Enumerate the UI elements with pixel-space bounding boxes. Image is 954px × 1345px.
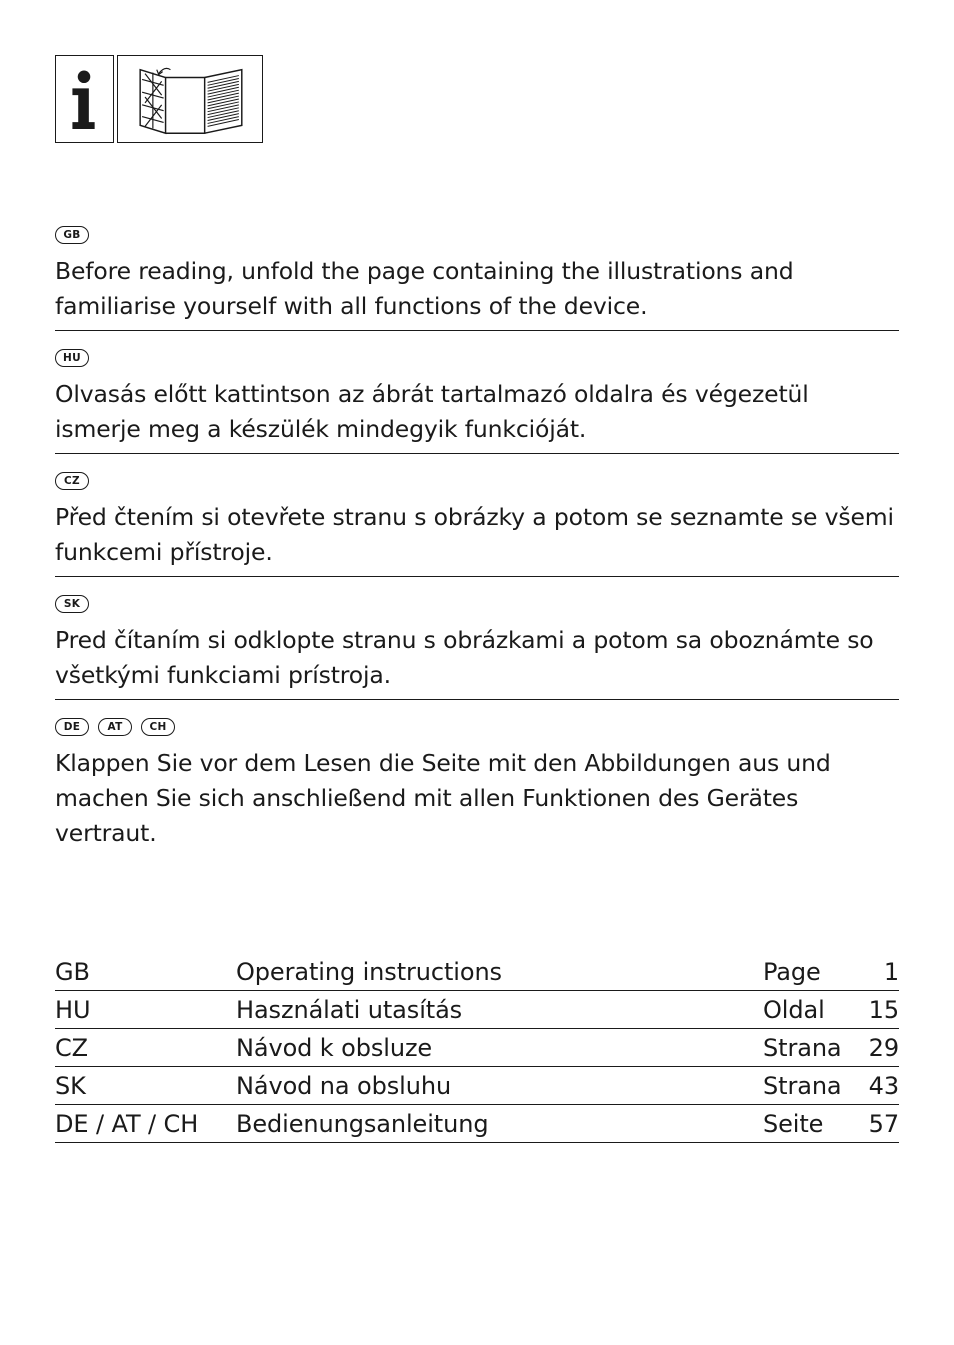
lang-note-text: Olvasás előtt kattintson az ábrát tartalmazó oldalra és végezetül ismerje meg a készülék mindegyik funkcióját. [55, 380, 809, 443]
toc-page-number: 43 [868, 1071, 899, 1100]
lang-badge: DE [55, 718, 89, 736]
table-of-contents [55, 953, 899, 1143]
toc-title: Návod na obsluhu [236, 1071, 452, 1100]
toc-lang-code: HU [55, 995, 91, 1024]
toc-page-word: Page [763, 957, 821, 986]
lang-note-gb [55, 224, 899, 331]
lang-badges [55, 594, 899, 614]
lang-badge: GB [55, 226, 89, 244]
lang-note-text: Before reading, unfold the page containing the illustrations and familiarise yourself with all functions of the device. [55, 257, 794, 320]
lang-note-sk [55, 593, 899, 700]
toc-title: Návod k obsluze [236, 1033, 433, 1062]
toc-page-number: 1 [883, 957, 899, 986]
header-icons [55, 55, 263, 143]
toc-title: Operating instructions [236, 957, 502, 986]
toc-page-word: Strana [763, 1033, 842, 1062]
toc-lang-code: DE / AT / CH [55, 1109, 199, 1138]
lang-badges [55, 717, 899, 737]
lang-badges [55, 348, 899, 368]
lang-badge: AT [98, 718, 132, 736]
toc-row [55, 953, 899, 991]
toc-row [55, 1105, 899, 1143]
toc-lang-code: CZ [55, 1033, 88, 1062]
lang-badge: CH [141, 718, 175, 736]
toc-page-number: 29 [868, 1033, 899, 1062]
toc-page-number: 15 [868, 995, 899, 1024]
lang-note-de [55, 716, 899, 857]
toc-row [55, 1067, 899, 1105]
lang-note-text: Před čtením si otevřete stranu s obrázky a potom se seznamte se všemi funkcemi přístroje. [55, 503, 894, 566]
lang-note-text: Pred čítaním si odklopte stranu s obrázkami a potom sa oboznámte so všetkými funkciami prístroja. [55, 626, 874, 689]
lang-note-text: Klappen Sie vor dem Lesen die Seite mit den Abbildungen aus und machen Sie sich anschließend mit allen Funktionen des Gerätes vertraut. [55, 749, 831, 847]
language-notes [55, 224, 899, 873]
toc-title: Használati utasítás [236, 995, 463, 1024]
toc-lang-code: SK [55, 1071, 86, 1100]
toc-lang-code: GB [55, 957, 90, 986]
lang-badges [55, 225, 899, 245]
lang-badge: CZ [55, 472, 89, 490]
toc-page-word: Strana [763, 1071, 842, 1100]
lang-note-hu [55, 347, 899, 454]
toc-page-word: Seite [763, 1109, 824, 1138]
toc-row [55, 1029, 899, 1067]
lang-badges [55, 471, 899, 491]
toc-title: Bedienungsanleitung [236, 1109, 489, 1138]
unfold-page-icon [117, 55, 263, 143]
lang-badge: HU [55, 349, 89, 367]
info-icon [55, 55, 114, 143]
toc-page-number: 57 [868, 1109, 899, 1138]
lang-badge: SK [55, 595, 89, 613]
toc-page-word: Oldal [763, 995, 825, 1024]
toc-row [55, 991, 899, 1029]
lang-note-cz [55, 470, 899, 577]
